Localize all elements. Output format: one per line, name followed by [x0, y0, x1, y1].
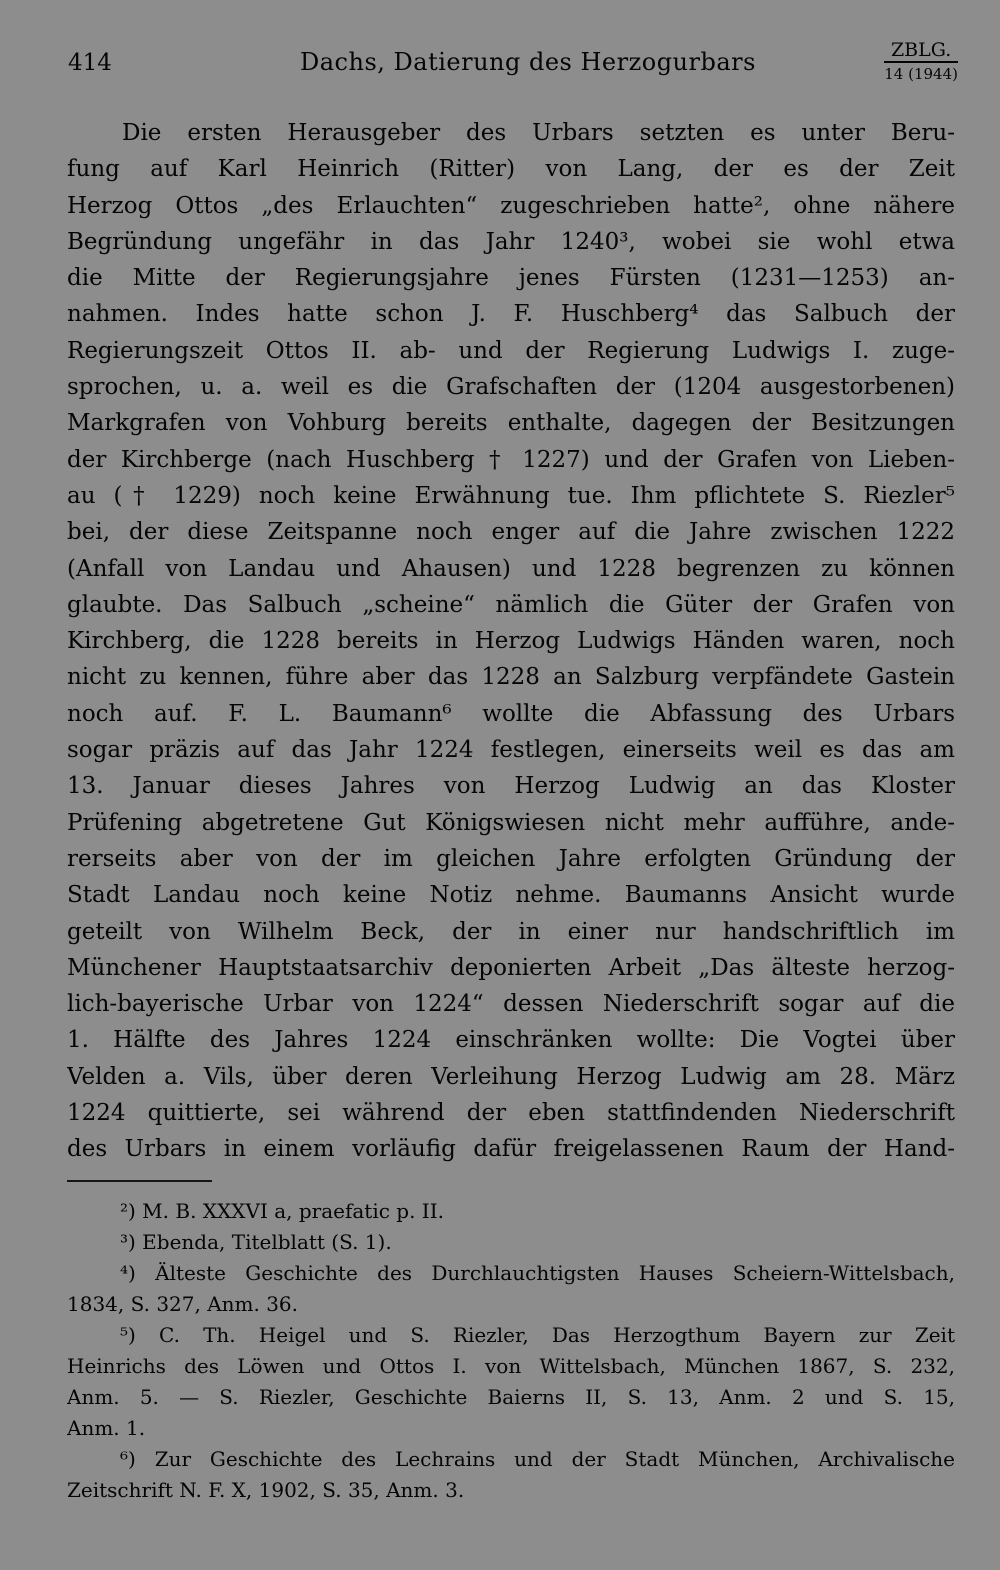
journal-volume: 14 (1944) — [884, 65, 958, 83]
text-line: glaubte. Das Salbuch „scheine“ nämlich die Güter der Grafen von — [67, 591, 955, 618]
text-line: nahmen. Indes hatte schon J. F. Huschberg⁴ das Salbuch der — [67, 301, 955, 328]
text-line: Kirchberg, die 1228 bereits in Herzog Ludwigs Händen waren, noch — [67, 628, 955, 655]
footnote-line: ²) M. B. XXXVI a, praefatic p. II. — [120, 1199, 444, 1223]
footnote-line: ⁴) Älteste Geschichte des Durchlauchtigsten Hauses Scheiern-Wittelsbach, — [120, 1261, 955, 1285]
text-line: lich-bayerische Urbar von 1224“ dessen Niederschrift sogar auf die — [67, 991, 955, 1018]
text-line: au († 1229) noch keine Erwähnung tue. Ihm pflichtete S. Riezler⁵ — [67, 482, 955, 509]
text-line: Markgrafen von Vohburg bereits enthalte, dagegen der Besitzungen — [67, 410, 955, 437]
text-line: die Mitte der Regierungsjahre jenes Fürsten (1231—1253) an- — [67, 265, 955, 292]
footnote-5 — [67, 1320, 955, 1444]
text-line: Begründung ungefähr in das Jahr 1240³, wobei sie wohl etwa — [67, 228, 955, 255]
text-line: sogar präzis auf das Jahr 1224 festlegen, einerseits weil es das am — [67, 737, 955, 764]
footnote-line: Anm. 1. — [67, 1416, 146, 1440]
footnote-3 — [67, 1227, 955, 1258]
text-line: (Anfall von Landau und Ahausen) und 1228 begrenzen zu können — [67, 555, 955, 582]
footnote-line: ⁶) Zur Geschichte des Lechrains und der Stadt München, Archivalische — [120, 1447, 955, 1471]
footnote-line: Zeitschrift N. F. X, 1902, S. 35, Anm. 3. — [67, 1478, 465, 1502]
journal-abbreviation: ZBLG. — [884, 40, 958, 63]
footnote-line: ⁵) C. Th. Heigel und S. Riezler, Das Herzogthum Bayern zur Zeit — [120, 1323, 955, 1347]
footnote-separator — [67, 1180, 212, 1182]
main-text — [67, 115, 955, 1168]
text-line: Regierungszeit Ottos II. ab- und der Regierung Ludwigs I. zuge- — [67, 337, 955, 364]
text-line: Herzog Ottos „des Erlauchten“ zugeschrieben hatte², ohne nähere — [67, 192, 955, 219]
text-line: Velden a. Vils, über deren Verleihung Herzog Ludwig am 28. März — [67, 1063, 955, 1090]
footnote-2 — [67, 1196, 955, 1227]
footnote-4 — [67, 1258, 955, 1320]
footnote-line: ³) Ebenda, Titelblatt (S. 1). — [120, 1230, 392, 1254]
text-line: geteilt von Wilhelm Beck, der in einer nur handschriftlich im — [67, 918, 955, 945]
footnote-line: Heinrichs des Löwen und Ottos I. von Wittelsbach, München 1867, S. 232, — [67, 1354, 955, 1378]
text-line: 13. Januar dieses Jahres von Herzog Ludwig an das Kloster — [67, 773, 955, 800]
text-line: 1. Hälfte des Jahres 1224 einschränken wollte: Die Vogtei über — [67, 1027, 955, 1054]
text-line: sprochen, u. a. weil es die Grafschaften der (1204 ausgestorbenen) — [67, 374, 955, 401]
footnote-line: Anm. 5. — S. Riezler, Geschichte Baierns II, S. 13, Anm. 2 und S. 15, — [67, 1385, 955, 1409]
journal-reference — [884, 40, 958, 85]
text-line: rerseits aber von der im gleichen Jahre erfolgten Gründung der — [67, 845, 955, 872]
text-line: des Urbars in einem vorläufig dafür freigelassenen Raum der Hand- — [67, 1136, 955, 1163]
text-line: Prüfening abgetretene Gut Königswiesen nicht mehr aufführe, ande- — [67, 809, 955, 836]
text-line: Die ersten Herausgeber des Urbars setzten es unter Beru- — [122, 120, 955, 146]
text-line: noch auf. F. L. Baumann⁶ wollte die Abfassung des Urbars — [67, 700, 955, 727]
footnote-line: 1834, S. 327, Anm. 36. — [67, 1292, 299, 1316]
text-line: 1224 quittierte, sei während der eben stattfindenden Niederschrift — [67, 1100, 955, 1127]
footnote-6 — [67, 1444, 955, 1506]
text-line: Stadt Landau noch keine Notiz nehme. Baumanns Ansicht wurde — [67, 882, 955, 909]
text-line: fung auf Karl Heinrich (Ritter) von Lang, der es der Zeit — [67, 156, 955, 183]
running-title: Dachs, Datierung des Herzogurbars — [300, 48, 756, 76]
text-line: bei, der diese Zeitspanne noch enger auf die Jahre zwischen 1222 — [67, 519, 955, 546]
page-number: 414 — [68, 50, 112, 76]
text-line: nicht zu kennen, führe aber das 1228 an Salzburg verpfändete Gastein — [67, 664, 955, 691]
footnotes — [67, 1196, 955, 1506]
text-line: Münchener Hauptstaatsarchiv deponierten Arbeit „Das älteste herzog- — [67, 954, 955, 981]
text-line: der Kirchberge (nach Huschberg † 1227) und der Grafen von Lieben- — [67, 446, 955, 473]
